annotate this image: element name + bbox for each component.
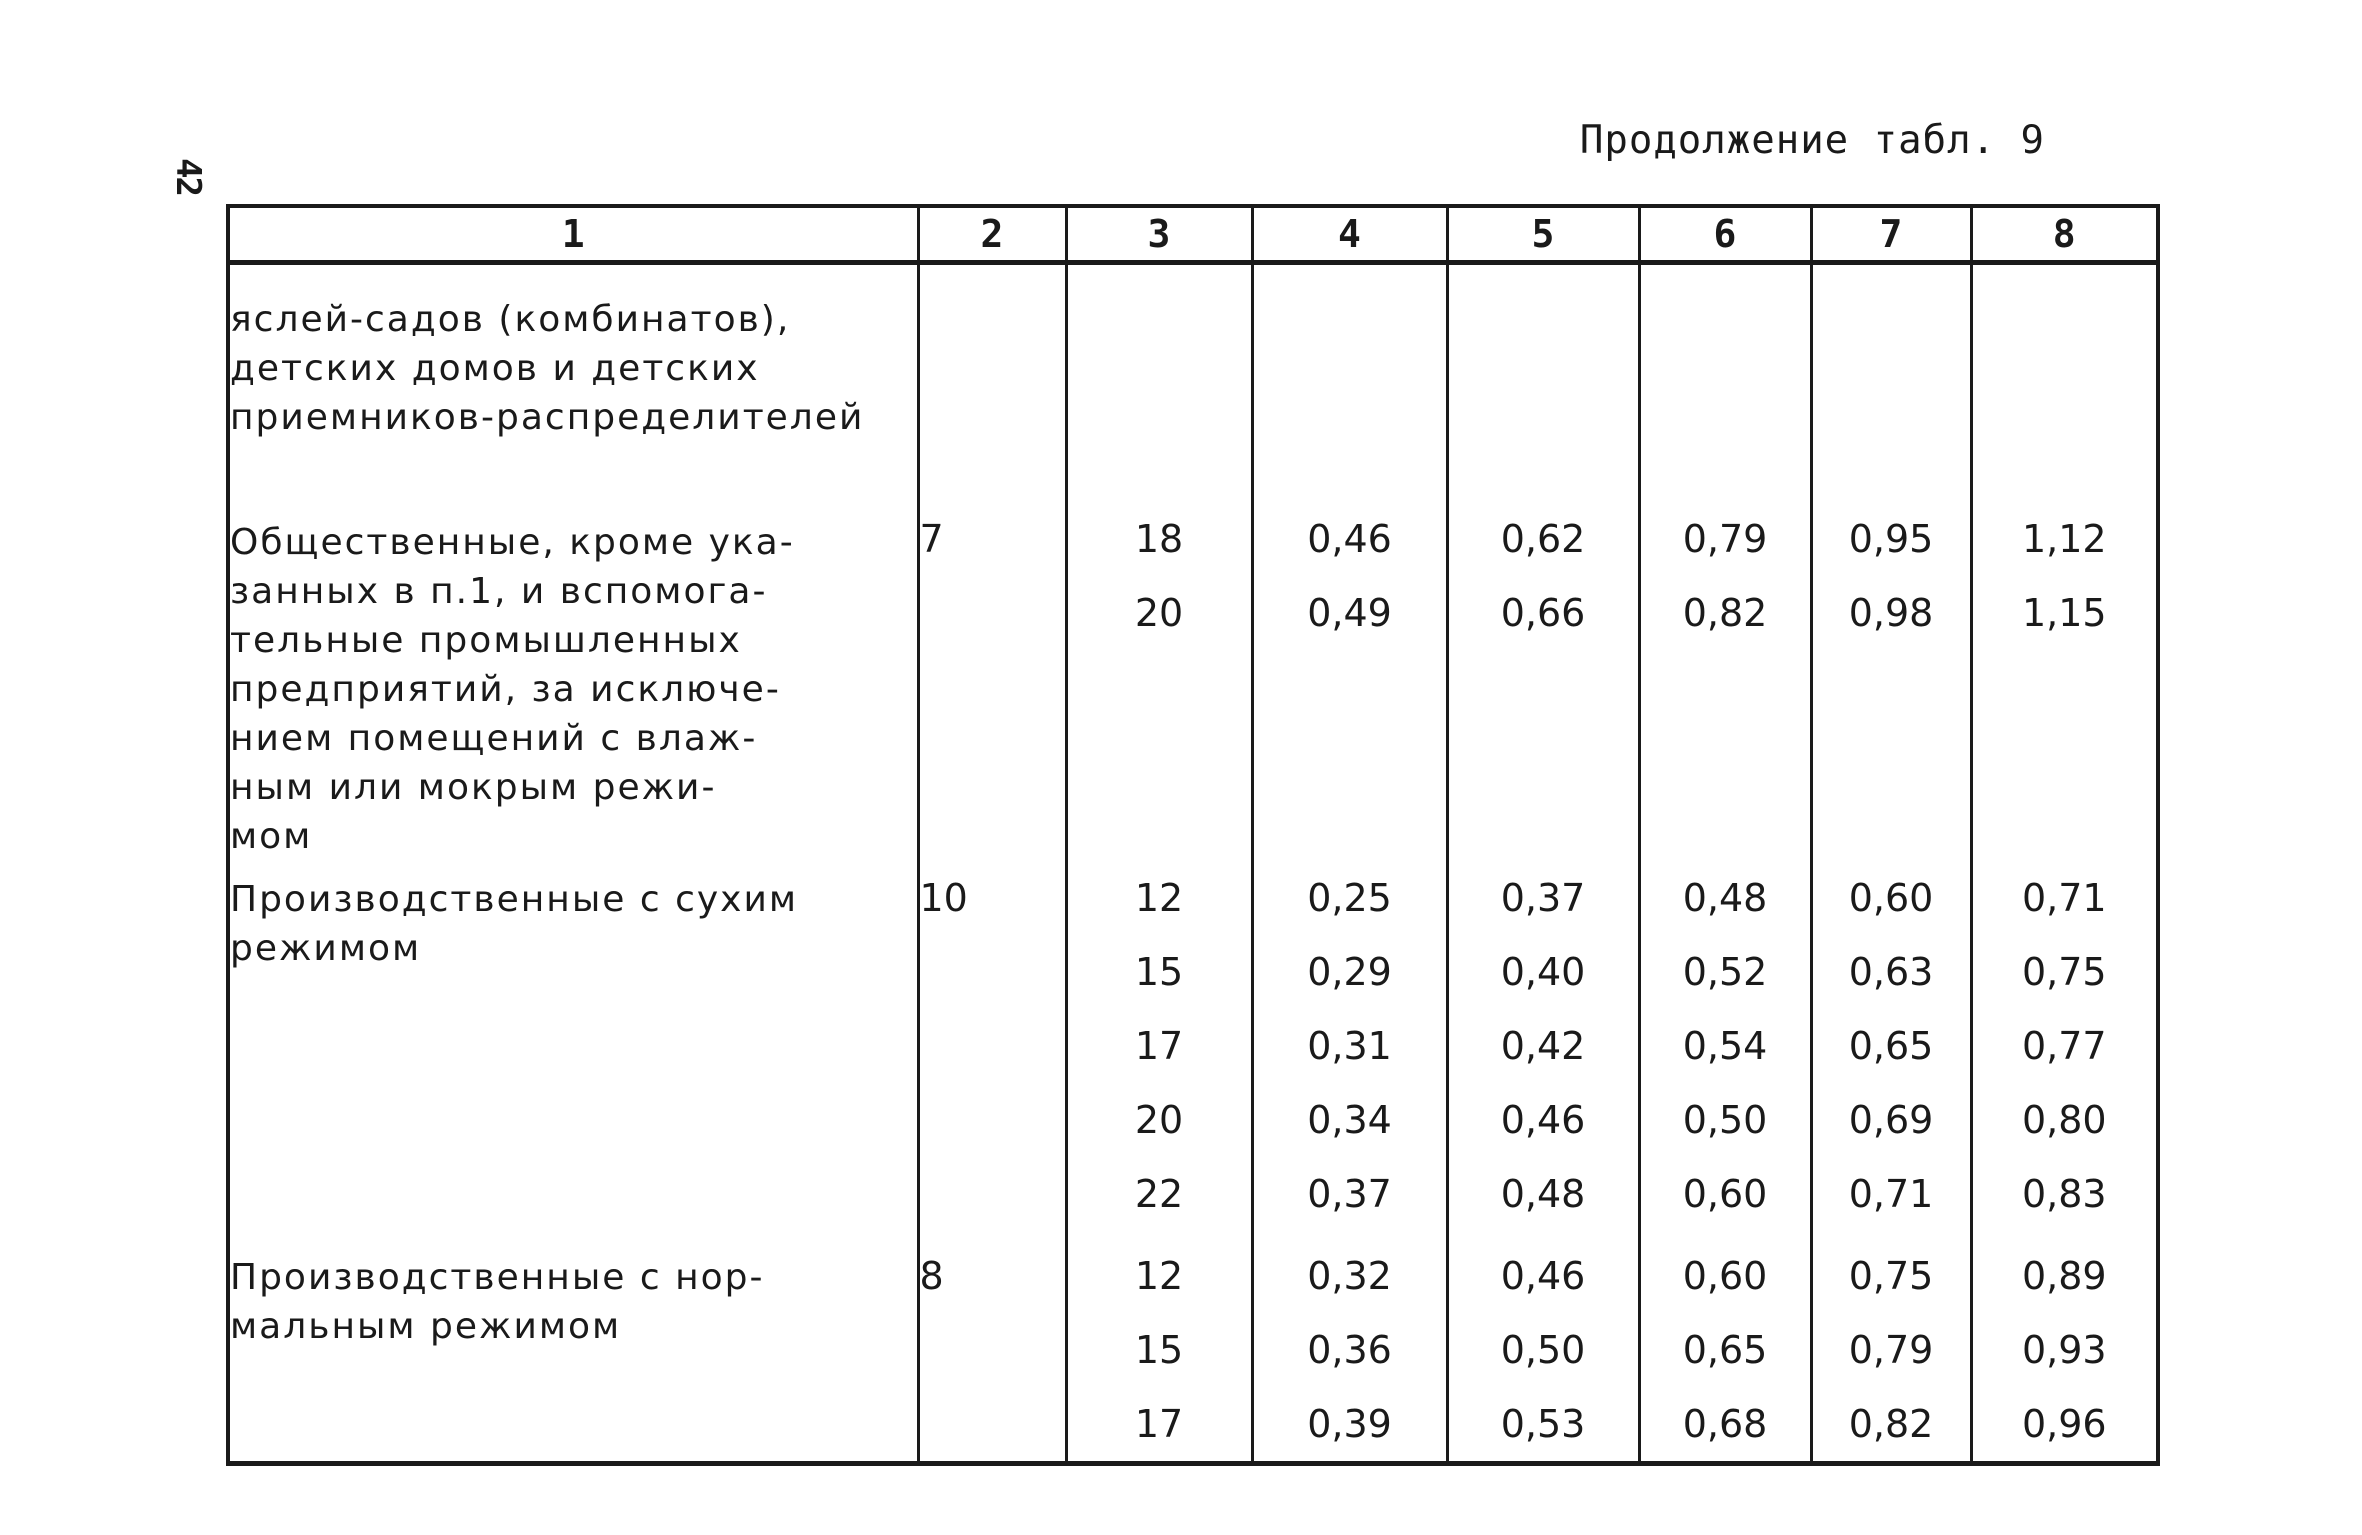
value-cell: 0,62 (1500, 516, 1586, 561)
table-caption: Продолжение табл. 9 (1579, 118, 2045, 163)
column-header: 6 (1639, 206, 1811, 263)
value-cell: 0,66 (1500, 590, 1586, 635)
row-description (228, 1239, 918, 1464)
description-line: мальным режимом (230, 1305, 622, 1347)
value-cell: 0,52 (1682, 949, 1768, 994)
value-column-cell (1252, 468, 1447, 861)
coefficient-cell (918, 263, 1066, 468)
description-line: ным или мокрым режи- (230, 766, 717, 808)
description-line: занных в п.1, и вспомога- (230, 570, 768, 612)
header-row (228, 206, 2158, 263)
value-cell: 0,60 (1682, 1171, 1768, 1216)
value-cell: 22 (1134, 1171, 1184, 1216)
value-column-cell (1639, 263, 1811, 468)
column-header: 8 (1971, 206, 2158, 263)
value-cell: 0,29 (1307, 949, 1392, 994)
value-cell: 0,31 (1307, 1023, 1392, 1068)
value-cell: 0,50 (1500, 1327, 1586, 1372)
table-body (228, 263, 2158, 1464)
value-cell: 0,68 (1682, 1401, 1768, 1446)
description-line: мом (230, 815, 313, 857)
value-column-cell (1447, 263, 1639, 468)
value-cell: 0,54 (1682, 1023, 1768, 1068)
coefficient-cell: 7 (918, 468, 1066, 861)
value-cell: 0,75 (2021, 949, 2107, 994)
value-cell: 0,82 (1682, 590, 1768, 635)
value-cell: 0,50 (1682, 1097, 1768, 1142)
table-row (228, 1239, 2158, 1464)
value-cell: 0,79 (1848, 1327, 1934, 1372)
value-column-cell (1066, 263, 1252, 468)
value-cell: 0,89 (2021, 1253, 2107, 1298)
value-cell: 15 (1134, 1327, 1184, 1372)
value-cell: 18 (1134, 516, 1184, 561)
value-column-cell (1811, 263, 1971, 468)
description-line: детских домов и детских (230, 348, 760, 389)
value-column-cell (1447, 1239, 1639, 1464)
value-cell: 12 (1134, 875, 1184, 920)
value-column-cell (1811, 1239, 1971, 1464)
value-cell: 0,34 (1307, 1097, 1392, 1142)
value-cell: 0,25 (1307, 875, 1392, 920)
value-cell: 0,46 (1307, 516, 1392, 561)
value-cell: 15 (1134, 949, 1184, 994)
value-column-cell (1639, 861, 1811, 1239)
value-cell: 1,12 (2021, 516, 2107, 561)
description-line: приемников-распределителей (230, 397, 865, 438)
value-cell: 0,69 (1848, 1097, 1934, 1142)
description-line: нием помещений с влаж- (230, 717, 758, 759)
value-cell: 0,93 (2021, 1327, 2107, 1372)
value-cell: 0,48 (1682, 875, 1768, 920)
value-cell: 0,37 (1500, 875, 1586, 920)
value-column-cell (1252, 861, 1447, 1239)
value-cell: 0,60 (1848, 875, 1934, 920)
value-column-cell (1971, 1239, 2158, 1464)
value-cell: 0,75 (1848, 1253, 1934, 1298)
value-column-cell (1971, 861, 2158, 1239)
value-column-cell (1066, 1239, 1252, 1464)
description-line: Производственные с нор- (230, 1256, 765, 1298)
description-line: предприятий, за исключе- (230, 668, 781, 710)
value-cell: 0,63 (1848, 949, 1934, 994)
column-header: 7 (1811, 206, 1971, 263)
value-cell: 0,83 (2021, 1171, 2107, 1216)
row-description (228, 263, 918, 468)
value-cell: 12 (1134, 1253, 1184, 1298)
value-cell: 0,49 (1307, 590, 1392, 635)
column-header: 1 (228, 206, 918, 263)
table-row (228, 468, 2158, 861)
description-line: тельные промышленных (230, 619, 742, 661)
value-cell: 0,98 (1848, 590, 1934, 635)
value-cell: 0,65 (1848, 1023, 1934, 1068)
value-column-cell (1447, 861, 1639, 1239)
value-cell: 0,60 (1682, 1253, 1768, 1298)
value-cell: 0,96 (2021, 1401, 2107, 1446)
value-cell: 0,65 (1682, 1327, 1768, 1372)
value-column-cell (1811, 468, 1971, 861)
value-cell: 0,46 (1500, 1097, 1586, 1142)
value-cell: 0,71 (2021, 875, 2107, 920)
value-cell: 0,46 (1500, 1253, 1586, 1298)
coefficient-cell: 8 (918, 1239, 1066, 1464)
value-cell: 0,36 (1307, 1327, 1392, 1372)
value-cell: 0,39 (1307, 1401, 1392, 1446)
value-cell: 0,37 (1307, 1171, 1392, 1216)
column-header: 2 (918, 206, 1066, 263)
value-column-cell (1252, 263, 1447, 468)
description-line: режимом (230, 927, 422, 969)
value-cell: 0,42 (1500, 1023, 1586, 1068)
value-cell: 17 (1134, 1401, 1184, 1446)
description-line: яслей-садов (комбинатов), (230, 299, 791, 340)
value-cell: 1,15 (2021, 590, 2107, 635)
page-number: 42 (168, 158, 208, 195)
value-cell: 0,53 (1500, 1401, 1586, 1446)
value-column-cell (1639, 468, 1811, 861)
value-cell: 17 (1134, 1023, 1184, 1068)
description-line: Производственные с сухим (230, 878, 799, 920)
row-description (228, 468, 918, 861)
column-header: 5 (1447, 206, 1639, 263)
description-line: Общественные, кроме ука- (230, 521, 795, 563)
value-column-cell (1252, 1239, 1447, 1464)
value-cell: 0,32 (1307, 1253, 1392, 1298)
value-column-cell (1811, 861, 1971, 1239)
value-cell: 20 (1134, 590, 1184, 635)
value-column-cell (1971, 263, 2158, 468)
column-header: 4 (1252, 206, 1447, 263)
value-column-cell (1066, 468, 1252, 861)
value-cell: 0,71 (1848, 1171, 1934, 1216)
value-cell: 0,95 (1848, 516, 1934, 561)
value-cell: 20 (1134, 1097, 1184, 1142)
value-column-cell (1066, 861, 1252, 1239)
table-row (228, 861, 2158, 1239)
row-description (228, 861, 918, 1239)
value-cell: 0,48 (1500, 1171, 1586, 1216)
value-cell: 0,80 (2021, 1097, 2107, 1142)
value-cell: 0,79 (1682, 516, 1768, 561)
column-header: 3 (1066, 206, 1252, 263)
coefficient-cell: 10 (918, 861, 1066, 1239)
value-column-cell (1639, 1239, 1811, 1464)
value-column-cell (1971, 468, 2158, 861)
table-row (228, 263, 2158, 468)
value-column-cell (1447, 468, 1639, 861)
value-cell: 0,82 (1848, 1401, 1934, 1446)
value-cell: 0,40 (1500, 949, 1586, 994)
value-cell: 0,77 (2021, 1023, 2107, 1068)
data-table (226, 204, 2160, 1466)
